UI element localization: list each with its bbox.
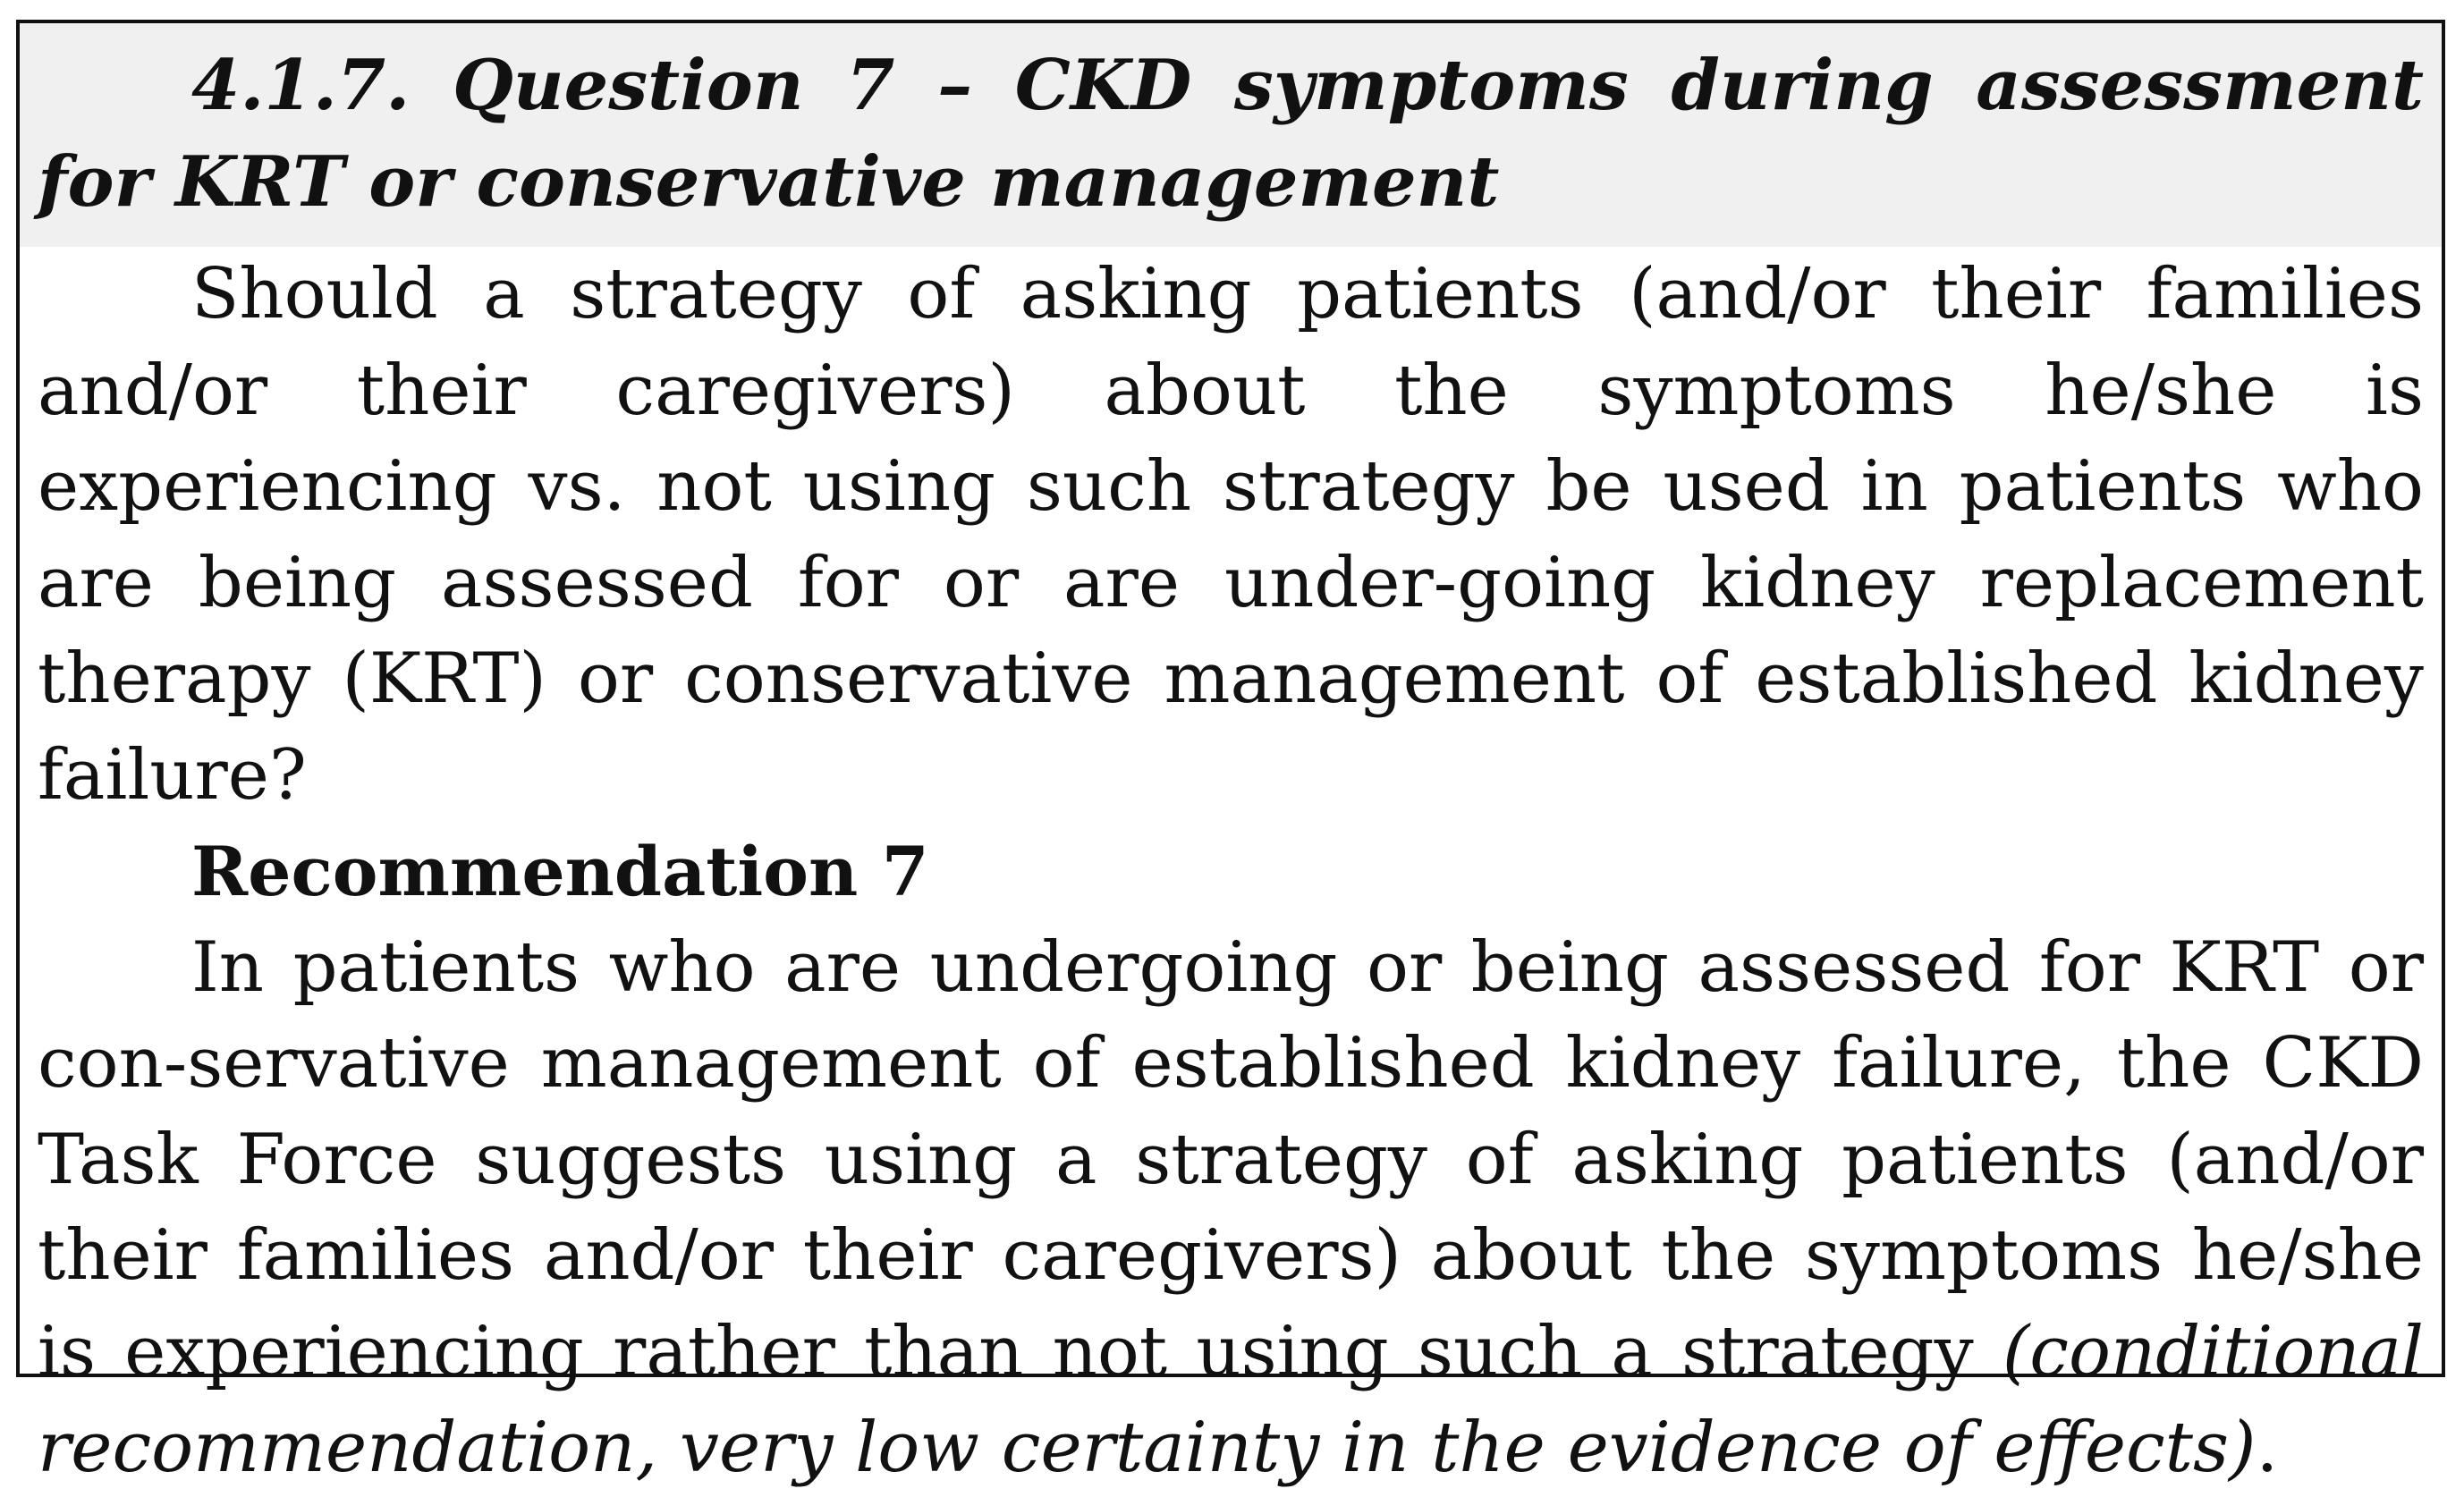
question-paragraph: Should a strategy of asking patients (and/or their families and/or their caregivers) about the symptoms he/she is experiencing vs. not using such strategy be used in patients who are being assessed for or are under-going kidney replacement therapy (KRT) or conservative management of established kidney failure? xyxy=(38,254,2424,816)
section-content xyxy=(20,247,2442,1497)
recommendation-grade: (conditional recommendation, very low certainty in the evidence of effects) xyxy=(38,1311,2424,1488)
recommendation-paragraph xyxy=(38,920,2424,1497)
recommendation-end: . xyxy=(2256,1408,2279,1488)
section-heading: 4.1.7. Question 7 – CKD symptoms during assessment for KRT or conservative management xyxy=(38,45,2424,223)
recommendation-text: In patients who are undergoing or being assessed for KRT or con-servative management of established kidney failure, the CKD Task Force suggests using a strategy of asking patients (and/or their families and/or their caregivers) about the symptoms he/she is experiencing rather than not using such a strategy xyxy=(38,926,2424,1392)
recommendation-title: Recommendation 7 xyxy=(191,832,929,911)
recommendation-box xyxy=(16,20,2445,1488)
section-heading-band xyxy=(20,23,2442,247)
